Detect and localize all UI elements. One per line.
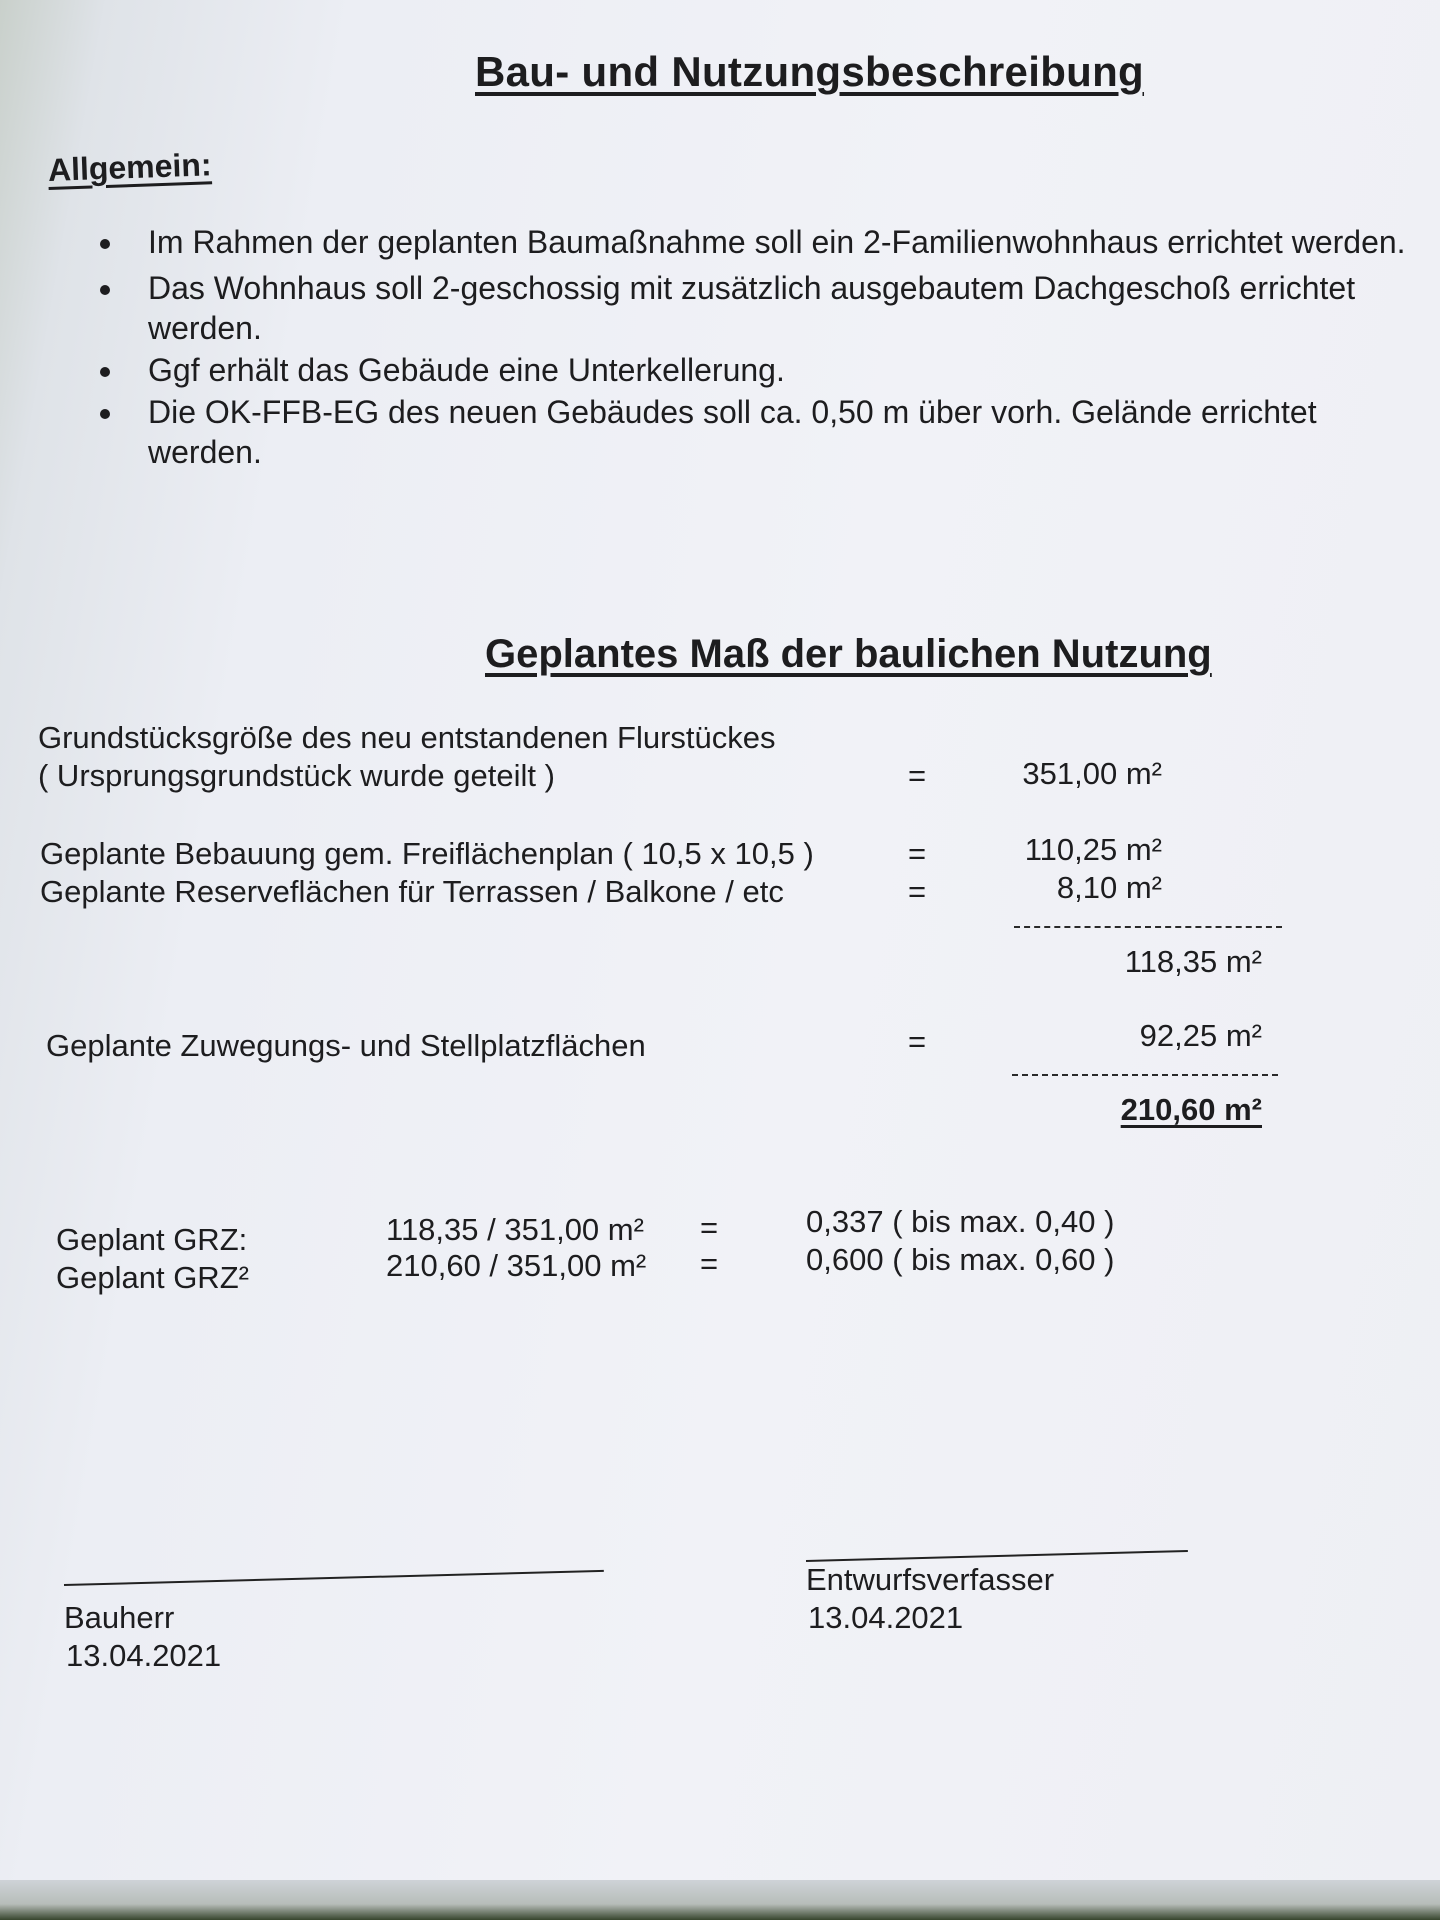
list-item-text: Die OK-FFB-EG des neuen Gebäudes soll ca. 0,50 m über vorh. Gelände errichtet werden. bbox=[148, 394, 1317, 470]
list-item bbox=[90, 350, 1430, 390]
bullet-icon bbox=[100, 239, 110, 249]
reserve-area-value: 8,10 m² bbox=[1056, 870, 1162, 905]
section-heading-usage: Geplantes Maß der baulichen Nutzung bbox=[485, 632, 1212, 676]
plot-size-value: 351,00 m² bbox=[1022, 756, 1162, 791]
section-heading-general: Allgemein: bbox=[47, 146, 213, 188]
reserve-area-label: Geplante Reserveflächen für Terrassen / Balkone / etc bbox=[40, 874, 784, 909]
signature-role-owner: Bauherr bbox=[64, 1600, 175, 1635]
signature-line-designer bbox=[806, 1550, 1188, 1562]
list-item-text: Ggf erhält das Gebäude eine Unterkellerung. bbox=[148, 352, 785, 388]
signature-role-designer: Entwurfsverfasser bbox=[806, 1562, 1055, 1597]
access-area-equals: = bbox=[908, 1024, 927, 1059]
building-area-label: Geplante Bebauung gem. Freiflächenplan ( 10,5 x 10,5 ) bbox=[40, 836, 814, 871]
grz2-label: Geplant GRZ² bbox=[56, 1260, 249, 1295]
total-value: 210,60 m² bbox=[1120, 1092, 1262, 1127]
access-area-value: 92,25 m² bbox=[1139, 1018, 1262, 1053]
list-item bbox=[90, 222, 1418, 262]
plot-size-equals: = bbox=[908, 758, 927, 793]
plot-size-label-line2: ( Ursprungsgrundstück wurde geteilt ) bbox=[38, 758, 555, 793]
grz2-calc: 210,60 / 351,00 m² bbox=[386, 1248, 647, 1283]
access-area-label: Geplante Zuwegungs- und Stellplatzflächen bbox=[46, 1028, 646, 1063]
grz2-result: 0,600 ( bis max. 0,60 ) bbox=[806, 1242, 1115, 1277]
reserve-area-equals: = bbox=[908, 874, 927, 909]
building-area-value: 110,25 m² bbox=[1024, 832, 1162, 867]
table-surface bbox=[0, 1880, 1440, 1920]
list-item bbox=[90, 392, 1408, 472]
signature-date-owner: 13.04.2021 bbox=[66, 1638, 222, 1673]
plot-size-label-line1: Grundstücksgröße des neu entstandenen Flurstückes bbox=[38, 720, 776, 755]
list-item bbox=[90, 268, 1440, 348]
signature-date-designer: 13.04.2021 bbox=[808, 1600, 964, 1635]
total-divider bbox=[1012, 1074, 1278, 1076]
general-bullet-list bbox=[90, 222, 1430, 472]
bullet-icon bbox=[100, 367, 110, 377]
list-item-text: Das Wohnhaus soll 2-geschossig mit zusätzlich ausgebautem Dachgeschoß errichtet werden. bbox=[148, 270, 1356, 346]
grz-result: 0,337 ( bis max. 0,40 ) bbox=[806, 1204, 1115, 1239]
building-area-equals: = bbox=[908, 836, 927, 871]
signature-line-owner bbox=[64, 1570, 604, 1586]
subtotal-value: 118,35 m² bbox=[1124, 944, 1262, 979]
sum-divider bbox=[1014, 926, 1282, 928]
grz-equals: = bbox=[700, 1210, 719, 1245]
grz2-equals: = bbox=[700, 1246, 719, 1281]
bullet-icon bbox=[100, 409, 110, 419]
bullet-icon bbox=[100, 285, 110, 295]
grz-label: Geplant GRZ: bbox=[56, 1222, 248, 1257]
grz-calc: 118,35 / 351,00 m² bbox=[386, 1212, 644, 1247]
document-title: Bau- und Nutzungsbeschreibung bbox=[475, 48, 1145, 95]
list-item-text: Im Rahmen der geplanten Baumaßnahme soll ein 2-Familienwohnhaus errichtet werden. bbox=[148, 224, 1406, 260]
